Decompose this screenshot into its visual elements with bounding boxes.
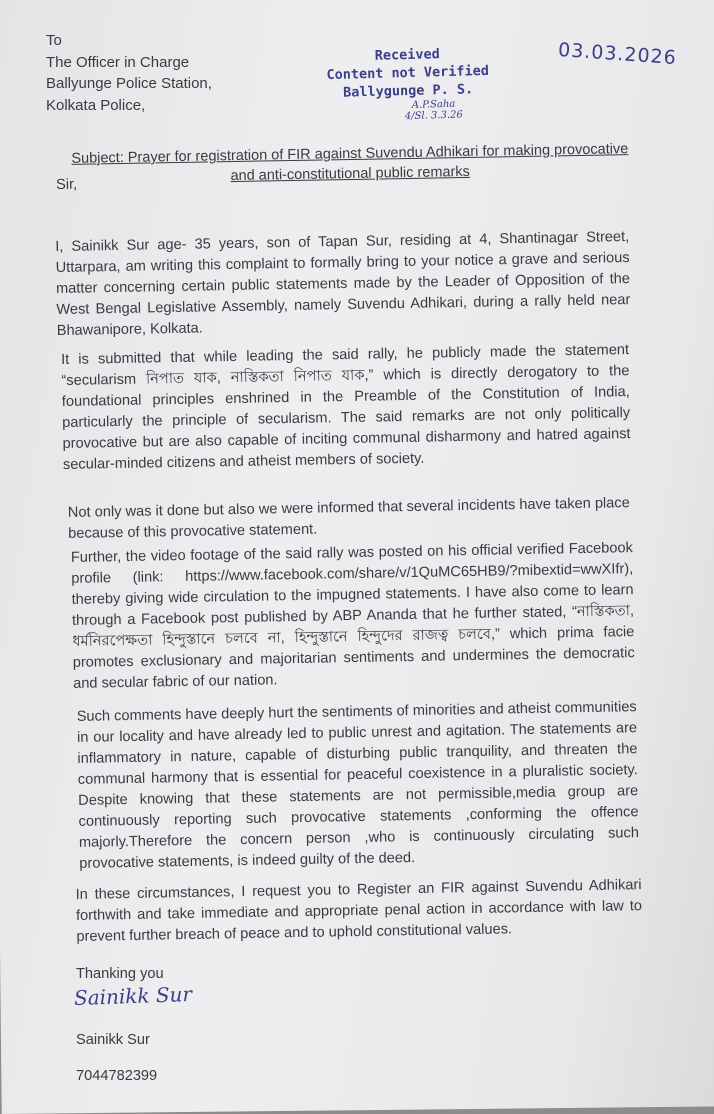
to-label: To [46,32,62,49]
sender-phone: 7044782399 [76,1068,158,1084]
paragraph-text: It is submitted that while leading the said rally, he publicly made the statement “secularism নিপাত যাক, নাস্তিকতা নিপাত যাক,” which is directly derogatory to the foundational principles enshrined in the Preamble of the Constitution of India, particularly the principle of secularism. The said remarks are not only politically provocative but are also capable of inciting communal disharmony and hatred against secular-minded citizens and atheist members of society. [60,342,631,473]
recipient-line: Ballyunge Police Station, [46,75,212,92]
stamp-line: Ballygunge P. S. [342,81,474,101]
body-paragraph [55,227,631,342]
body-paragraph [75,875,642,948]
sender-name: Sainikk Sur [76,1032,150,1048]
body-paragraph [71,538,635,695]
recipient-line: Kolkata Police, [46,96,146,114]
paragraph-text: Not only was it done but also we were informed that several incidents have taken place because of this provocative statement. [67,495,630,542]
body-paragraph [61,340,631,476]
paragraph-text: I, Sainikk Sur age- 35 years, son of Tapan Sur, residing at 4, Shantinagar Street, Uttarpara, am writing this complaint to formally bring to your notice a grave and serious matter concerning certain public statements made by the Leader of Opposition of the West Bengal Legislative Assembly, namely Suvendu Adhikari, during a rally held near Bhawanipore, Kolkata. [55,228,631,340]
stamp-line: Content not Verified [326,62,490,84]
salutation: Sir, [55,176,78,194]
stamp-date: 4/Sl. 3.3.26 [404,109,463,123]
stamp-initials: A.P.Saha [411,98,456,111]
recipient-address [46,30,212,116]
body-paragraph [77,697,640,875]
subject-line: Subject: Prayer for registration of FIR against Suvendu Adhikari for making provocative and anti-constitutional public remarks [71,141,629,185]
paragraph-text: Further, the video footage of the said rally was posted on his official verified Facebook profile (link: https://www.facebook.com/share/v/1QuMC65HB9/?mibextid=wwXIfr), thereby giving wide circulation to the impugned statements. I have also come to learn through a Facebook post published by ABP Ananda that he further stated, “নাস্তিকতা, ধর্মনিরপেক্ষতা হিন্দুস্তানে চলবে না, হিন্দুস্তানে হিন্দুদের রাজত্ব চলবে,” which prima facie promotes exclusionary and majoritarian sentiments and undermines the democratic and secular fabric of our nation. [70,540,635,692]
recipient-line: The Officer in Charge [46,53,190,71]
closing: Thanking you [76,966,164,982]
signature: Sainikk Sur [73,981,193,1011]
paragraph-text: Such comments have deeply hurt the sentiments of minorities and atheist communities in our locality and have already led to public unrest and agitation. The statements are inflammatory in nature, capable of disturbing public tranquility, and threaten the communal harmony that is essential for peaceful coexistence in a pluralistic society. Despite knowing that these statements are not permissible,media group are continuously reporting such provocative statements ,conforming the offence majorly.Therefore the concern person ,who is continuously circulating such provocative statements, is indeed guilty of the deed. [76,699,640,872]
handwritten-date: 03.03.2026 [557,38,678,70]
stamp-line: Received [374,46,440,64]
paragraph-text: In these circumstances, I request you to Register an FIR against Suvendu Adhikari forthwith and take immediate and appropriate penal action in accordance with law to prevent further breach of peace and to uphold constitutional values. [75,877,643,945]
received-stamp [317,44,499,125]
